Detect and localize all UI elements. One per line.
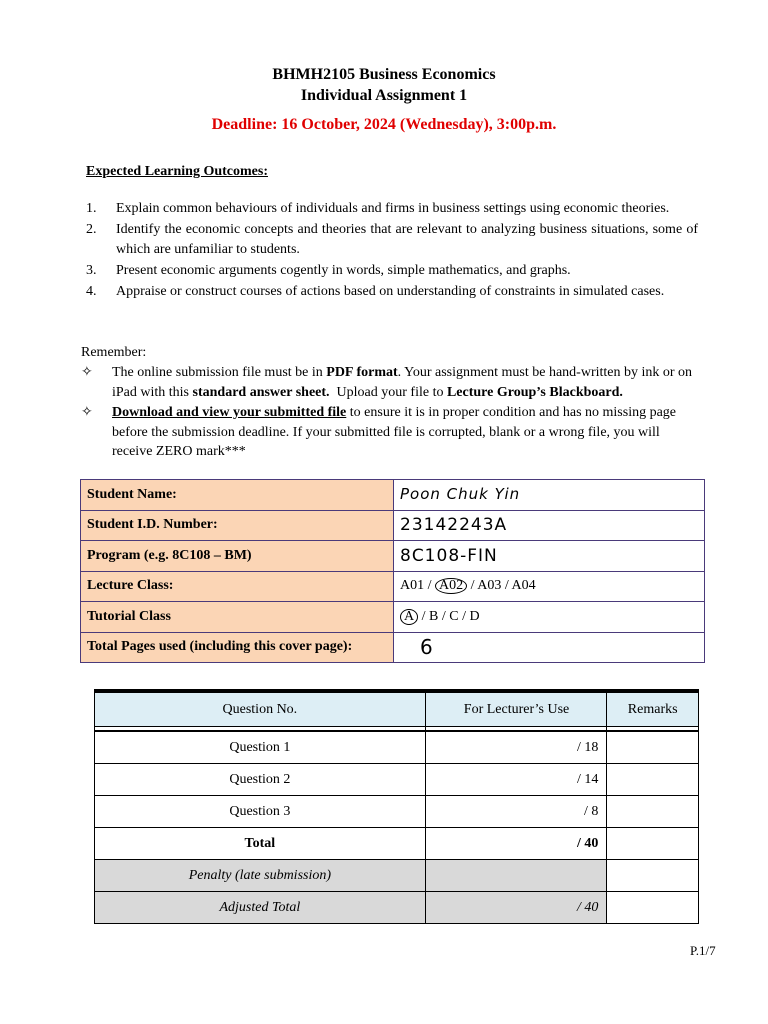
- outcome-item: [86, 199, 698, 219]
- remarks-cell[interactable]: [607, 731, 699, 764]
- header-question-no: Question No.: [95, 691, 426, 727]
- program-row: [81, 541, 705, 572]
- outcome-text: Identify the economic concepts and theories that are relevant to analyzing business situations, some of which are unfamiliar to students.: [116, 222, 698, 257]
- marks-header-row: [95, 691, 699, 727]
- question-cell: Question 3: [95, 796, 426, 828]
- student-name-label: Student Name:: [81, 480, 394, 511]
- remember-text: [112, 403, 701, 462]
- student-id-field[interactable]: [394, 510, 705, 541]
- outcome-number: 2.: [86, 222, 97, 237]
- student-name-row: [81, 480, 705, 511]
- marks-table: [94, 689, 699, 924]
- outcome-text: Explain common behaviours of individuals and firms in business settings using economic theories.: [116, 201, 670, 216]
- penalty-label-cell: Penalty (late submission): [95, 860, 426, 892]
- lecture-class-row: [81, 571, 705, 602]
- header-remarks: Remarks: [607, 691, 699, 727]
- outcome-number: 4.: [86, 284, 97, 299]
- download-emphasis: Download and view your submitted file: [112, 405, 347, 420]
- lecture-class-options[interactable]: A01 / A02 / A03 / A04: [394, 571, 705, 602]
- remarks-cell[interactable]: [607, 860, 699, 892]
- handwritten-name: Poon Chuk Yin: [400, 485, 521, 504]
- penalty-row: [95, 860, 699, 892]
- outcomes-list: [86, 199, 698, 303]
- program-field[interactable]: [394, 541, 705, 572]
- pdf-format-emphasis: PDF format: [326, 365, 398, 380]
- outcome-text: Appraise or construct courses of actions based on understanding of constraints in simulated cases.: [116, 284, 665, 299]
- handwritten-program: 8C108-FIN: [400, 545, 498, 566]
- student-info-table: [80, 479, 705, 663]
- adjusted-total-row: [95, 892, 699, 924]
- adjusted-total-label-cell: Adjusted Total: [95, 892, 426, 924]
- answer-sheet-emphasis: standard answer sheet.: [192, 384, 330, 400]
- penalty-score-cell[interactable]: [425, 860, 607, 892]
- remarks-cell[interactable]: [607, 796, 699, 828]
- remember-list: [81, 363, 701, 463]
- total-pages-field[interactable]: [394, 632, 705, 663]
- page-number: P.1/7: [690, 943, 716, 958]
- student-id-label: Student I.D. Number:: [81, 510, 394, 541]
- tutorial-option-d[interactable]: D: [469, 608, 480, 624]
- lecture-option-a03[interactable]: A03: [477, 578, 502, 594]
- text-run: . Your assignment must be hand-written by ink or on iPad with this: [112, 365, 693, 400]
- outcome-item: [86, 282, 698, 302]
- remarks-cell[interactable]: [607, 828, 699, 860]
- total-label-cell: Total: [95, 828, 426, 860]
- remember-item: [81, 403, 701, 462]
- outcome-number: 3.: [86, 263, 97, 278]
- outcome-number: 1.: [86, 201, 97, 216]
- student-id-row: [81, 510, 705, 541]
- handwritten-pages: 6: [420, 635, 434, 660]
- tutorial-class-row: [81, 602, 705, 633]
- score-cell[interactable]: / 18: [425, 731, 607, 764]
- outcomes-heading: Expected Learning Outcomes:: [86, 164, 268, 179]
- remember-label: Remember:: [81, 345, 147, 360]
- remarks-cell[interactable]: [607, 764, 699, 796]
- lecture-option-a04[interactable]: A04: [511, 578, 536, 594]
- text-run: to ensure it is in proper condition and has no missing page before the submission deadline. If your submitted file is corrupted, blank or a wrong file, you will receive ZERO mark***: [112, 405, 677, 459]
- question-cell: Question 1: [95, 731, 426, 764]
- student-name-field[interactable]: [394, 480, 705, 511]
- outcome-text: Present economic arguments cogently in words, simple mathematics, and graphs.: [116, 263, 571, 278]
- lecture-class-label: Lecture Class:: [81, 571, 394, 602]
- remember-item: [81, 363, 701, 402]
- tutorial-class-options[interactable]: A / B / C / D: [394, 602, 705, 633]
- outcome-item: [86, 220, 698, 260]
- table-row: [95, 764, 699, 796]
- score-cell[interactable]: / 8: [425, 796, 607, 828]
- star-bullet-icon: ✧: [81, 365, 93, 380]
- handwritten-id: 23142243A: [400, 515, 508, 536]
- course-title: BHMH2105 Business Economics: [272, 66, 496, 83]
- adjusted-total-score-cell[interactable]: / 40: [425, 892, 607, 924]
- blackboard-emphasis: Lecture Group’s Blackboard.: [446, 384, 623, 400]
- tutorial-class-label: Tutorial Class: [81, 602, 394, 633]
- question-cell: Question 2: [95, 764, 426, 796]
- total-score-cell[interactable]: / 40: [425, 828, 607, 860]
- lecture-option-a02-circled[interactable]: A02: [435, 578, 467, 594]
- text-run: The online submission file must be in: [112, 365, 327, 380]
- total-row: [95, 828, 699, 860]
- tutorial-option-b[interactable]: B: [429, 608, 439, 624]
- table-row: [95, 731, 699, 764]
- assignment-title: Individual Assignment 1: [300, 87, 468, 104]
- score-cell[interactable]: / 14: [425, 764, 607, 796]
- lecture-option-a01[interactable]: A01: [400, 578, 425, 594]
- program-label: Program (e.g. 8C108 – BM): [81, 541, 394, 572]
- remember-text: [112, 363, 701, 402]
- outcome-item: [86, 261, 698, 281]
- total-pages-row: [81, 632, 705, 663]
- total-pages-label: Total Pages used (including this cover page):: [81, 632, 394, 663]
- tutorial-option-a-circled[interactable]: A: [400, 609, 418, 625]
- remarks-cell[interactable]: [607, 892, 699, 924]
- deadline: Deadline: 16 October, 2024 (Wednesday), 3:00p.m.: [211, 116, 557, 133]
- text-run: Upload your file to: [329, 384, 447, 400]
- tutorial-option-c[interactable]: C: [449, 608, 459, 624]
- header-lecturer-use: For Lecturer’s Use: [425, 691, 607, 727]
- table-row: [95, 796, 699, 828]
- star-bullet-icon: ✧: [81, 405, 93, 420]
